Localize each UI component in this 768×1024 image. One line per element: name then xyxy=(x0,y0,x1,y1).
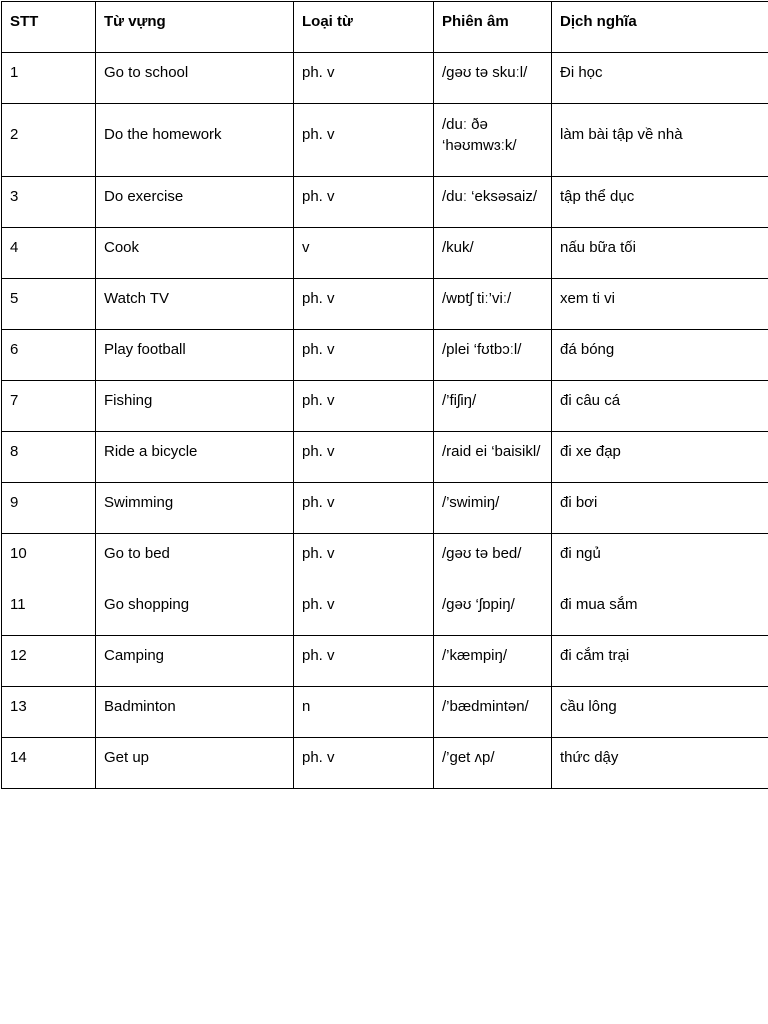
cell-pronunciation: /plei ‘fʊtbɔːl/ xyxy=(434,330,552,381)
table-body xyxy=(2,53,768,789)
cell-stt: 8 xyxy=(2,432,96,483)
table-row xyxy=(2,53,768,104)
cell-meaning: đi bơi xyxy=(552,483,768,534)
cell-vocabulary: Fishing xyxy=(96,381,294,432)
cell-stt: 6 xyxy=(2,330,96,381)
cell-meaning: đi cắm trại xyxy=(552,636,768,687)
cell-vocabulary: Ride a bicycle xyxy=(96,432,294,483)
cell-stt: 9 xyxy=(2,483,96,534)
table-row xyxy=(2,483,768,534)
cell-vocabulary: Cook xyxy=(96,228,294,279)
cell-pronunciation: /duː ðə ‘həʊmwɜːk/ xyxy=(434,104,552,177)
table-row xyxy=(2,279,768,330)
cell-word-type: ph. v xyxy=(294,330,434,381)
table-row xyxy=(2,534,768,585)
table-row xyxy=(2,636,768,687)
cell-pronunciation: /duː ‘eksəsaiz/ xyxy=(434,177,552,228)
table-row xyxy=(2,177,768,228)
cell-word-type: ph. v xyxy=(294,104,434,177)
table-row xyxy=(2,738,768,789)
cell-meaning: đi ngủ xyxy=(552,534,768,585)
cell-word-type: ph. v xyxy=(294,534,434,585)
cell-meaning: đi câu cá xyxy=(552,381,768,432)
header-stt: STT xyxy=(2,2,96,53)
cell-meaning: đi mua sắm xyxy=(552,585,768,636)
cell-word-type: n xyxy=(294,687,434,738)
cell-pronunciation: /raid ei ‘baisikl/ xyxy=(434,432,552,483)
cell-stt: 11 xyxy=(2,585,96,636)
cell-stt: 2 xyxy=(2,104,96,177)
cell-stt: 5 xyxy=(2,279,96,330)
cell-meaning: thức dậy xyxy=(552,738,768,789)
table-row xyxy=(2,104,768,177)
cell-pronunciation: /’kæmpiŋ/ xyxy=(434,636,552,687)
cell-vocabulary: Watch TV xyxy=(96,279,294,330)
cell-vocabulary: Go to bed xyxy=(96,534,294,585)
cell-pronunciation: /gəʊ tə bed/ xyxy=(434,534,552,585)
cell-word-type: ph. v xyxy=(294,279,434,330)
cell-meaning: đi xe đạp xyxy=(552,432,768,483)
cell-word-type: ph. v xyxy=(294,381,434,432)
cell-word-type: ph. v xyxy=(294,177,434,228)
cell-stt: 7 xyxy=(2,381,96,432)
cell-pronunciation: /kuk/ xyxy=(434,228,552,279)
cell-pronunciation: /wɒtʃ tiː’viː/ xyxy=(434,279,552,330)
cell-stt: 1 xyxy=(2,53,96,104)
cell-vocabulary: Do the homework xyxy=(96,104,294,177)
cell-meaning: Đi học xyxy=(552,53,768,104)
cell-pronunciation: /’swimiŋ/ xyxy=(434,483,552,534)
cell-pronunciation: /’fiʃiŋ/ xyxy=(434,381,552,432)
cell-meaning: cầu lông xyxy=(552,687,768,738)
cell-vocabulary: Do exercise xyxy=(96,177,294,228)
cell-word-type: ph. v xyxy=(294,585,434,636)
cell-meaning: tập thể dục xyxy=(552,177,768,228)
cell-stt: 3 xyxy=(2,177,96,228)
header-meaning: Dịch nghĩa xyxy=(552,2,768,53)
cell-meaning: đá bóng xyxy=(552,330,768,381)
table-row xyxy=(2,228,768,279)
cell-stt: 12 xyxy=(2,636,96,687)
cell-word-type: ph. v xyxy=(294,432,434,483)
cell-pronunciation: /gəʊ ‘ʃɒpiŋ/ xyxy=(434,585,552,636)
cell-word-type: ph. v xyxy=(294,738,434,789)
cell-meaning: làm bài tập về nhà xyxy=(552,104,768,177)
cell-vocabulary: Badminton xyxy=(96,687,294,738)
cell-vocabulary: Get up xyxy=(96,738,294,789)
cell-pronunciation: /gəʊ tə skuːl/ xyxy=(434,53,552,104)
cell-vocabulary: Go shopping xyxy=(96,585,294,636)
cell-word-type: ph. v xyxy=(294,636,434,687)
cell-meaning: nấu bữa tối xyxy=(552,228,768,279)
cell-vocabulary: Camping xyxy=(96,636,294,687)
cell-word-type: v xyxy=(294,228,434,279)
cell-meaning: xem ti vi xyxy=(552,279,768,330)
header-word-type: Loại từ xyxy=(294,2,434,53)
cell-word-type: ph. v xyxy=(294,53,434,104)
cell-stt: 10 xyxy=(2,534,96,585)
cell-vocabulary: Go to school xyxy=(96,53,294,104)
header-vocabulary: Từ vựng xyxy=(96,2,294,53)
cell-vocabulary: Swimming xyxy=(96,483,294,534)
table-header-row xyxy=(2,2,768,53)
cell-stt: 13 xyxy=(2,687,96,738)
cell-word-type: ph. v xyxy=(294,483,434,534)
cell-stt: 4 xyxy=(2,228,96,279)
header-pronunciation: Phiên âm xyxy=(434,2,552,53)
table-row xyxy=(2,687,768,738)
table-row xyxy=(2,381,768,432)
table-row xyxy=(2,585,768,636)
cell-pronunciation: /’bædmintən/ xyxy=(434,687,552,738)
cell-vocabulary: Play football xyxy=(96,330,294,381)
table-row xyxy=(2,432,768,483)
cell-stt: 14 xyxy=(2,738,96,789)
vocabulary-table xyxy=(1,1,768,789)
cell-pronunciation: /’get ʌp/ xyxy=(434,738,552,789)
table-row xyxy=(2,330,768,381)
